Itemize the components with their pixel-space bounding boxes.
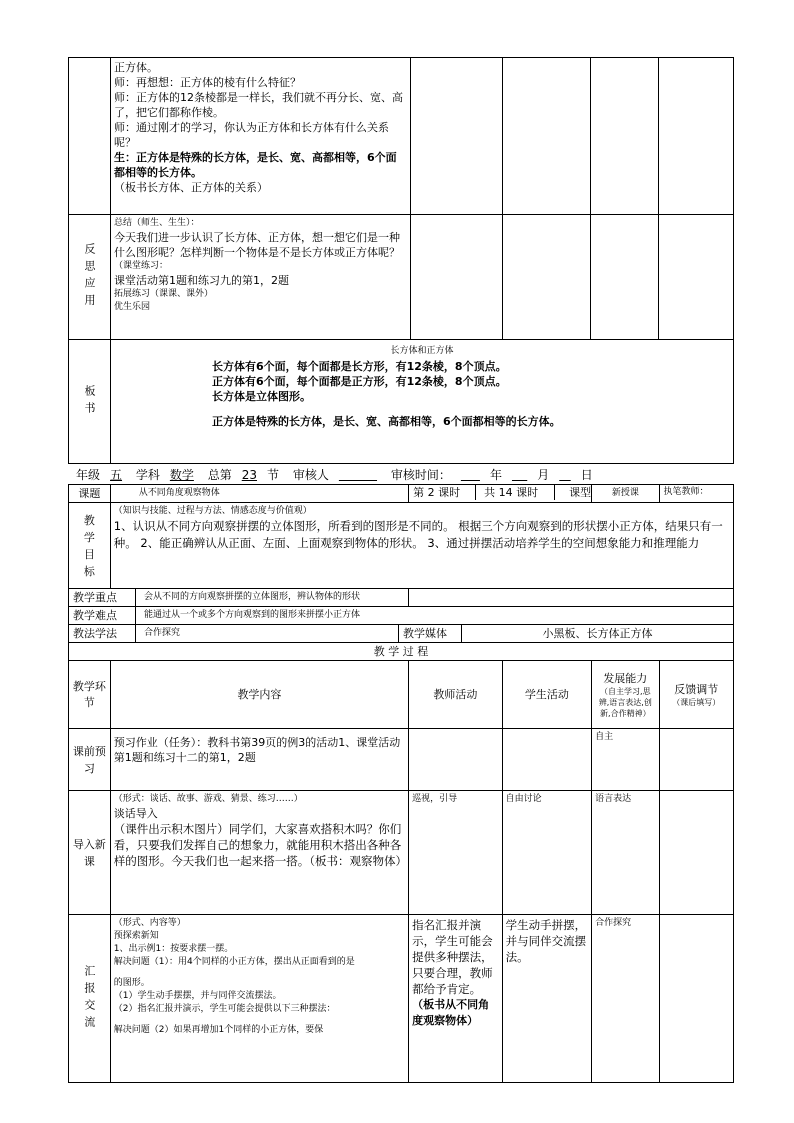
review-time-label: 审核时间： (390, 468, 451, 482)
practice-head: （课堂练习： (113, 261, 168, 271)
report-student: 学生动手拼摆，并与同伴交流摆法。 (502, 915, 591, 1083)
intro-title: 谈话导入 (113, 807, 158, 820)
extension-text: 优生乐园 (113, 302, 150, 312)
board-title: 长方体和正方体 (390, 346, 454, 356)
period-value: 第 2 课时 (409, 485, 476, 500)
type-label: 课型 (554, 485, 591, 500)
report-line: 解决问题（1）：用4个同样的小正方体，摆出从正面看到的是 (113, 957, 355, 967)
prev-line: 师：再想想：正方体的棱有什么特征？ (113, 76, 301, 89)
board-label: 板书 (82, 384, 96, 419)
board-line: 长方体有6个面，每个面都是长方形，有12条棱，8个顶点。 (211, 360, 507, 373)
process-title-row (69, 643, 734, 661)
difficulty-value: 能通过从一个或多个方向观察到的图形来拼摆小正方体 (144, 610, 361, 620)
topic-label: 课题 (69, 485, 111, 503)
board-row (69, 340, 734, 464)
report-line: 解决问题（2）如果再增加1个同样的小正方体，要保 (113, 1025, 324, 1035)
section-label: 节 (267, 468, 280, 482)
goal-label: 教学目标 (83, 513, 95, 578)
lesson-header-line (76, 466, 736, 484)
goal-row (69, 503, 734, 589)
prev-line: 正方体。 (113, 61, 158, 74)
key-label: 教学重点 (69, 589, 136, 606)
col-feedback (659, 661, 733, 729)
year-label: 年 (489, 468, 502, 482)
summary-head: 总结（师生、生生）： (113, 218, 200, 228)
report-stage-cell (69, 915, 111, 1083)
intro-student: 自由讨论 (502, 791, 591, 915)
report-ability: 合作探究 (592, 915, 659, 1083)
type-value: 新授课 (592, 485, 659, 503)
board-conclusion: 正方体是特殊的长方体，是长、宽、高都相等，6个面都相等的长方体。 (211, 415, 561, 428)
reflection-label-cell (69, 215, 111, 340)
media-value: 小黑板、长方体正方体 (542, 627, 653, 640)
reflection-label: 反思应用 (82, 243, 96, 311)
reflection-row (69, 215, 734, 340)
intro-text: （课件出示积木图片）同学们，大家喜欢搭积木吗？你们看，只要我们发挥自己的想象力，就能用积木搭出各种各样的图形。今天我们也一起来搭一搭。（板书：观察物体） (113, 822, 408, 868)
method-value: 合作探究 (144, 628, 181, 638)
board-line: 长方体是立体图形。 (211, 390, 311, 403)
subject-value: 数学 (169, 468, 194, 482)
prev-content-row (69, 58, 734, 215)
intro-teacher: 巡视，引导 (409, 791, 503, 915)
report-stage: 汇报交流 (82, 964, 96, 1033)
subject-label: 学科 (135, 468, 160, 482)
teacher-label: 执笔教师： (659, 485, 733, 503)
col-feedback-label: 反馈调节 (674, 682, 719, 696)
practice-text: 课堂活动第1题和练习九的第1，2题 (113, 274, 289, 287)
col-ability-label: 发展能力 (603, 671, 648, 685)
report-teacher: 指名汇报并演示，学生可能会提供多种摆法，只要合理，教师都给予肯定。 （板书从不同角度观察物体） (409, 915, 503, 1083)
report-line: 预探索新知 (113, 931, 159, 941)
total-label: 总第 (207, 468, 232, 482)
col-feedback-note: （课后填写） (672, 697, 721, 707)
report-teacher-bold: （板书从不同角度观察物体） (412, 998, 490, 1027)
intro-ability: 语言表达 (592, 791, 659, 915)
report-line: 的图形。 (113, 978, 150, 988)
difficulty-label: 教学难点 (69, 607, 136, 624)
grade-value: 五 (110, 468, 123, 482)
topic-row (69, 485, 734, 503)
goal-text: 1、认识从不同方向观察拼摆的立体图形，所看到的图形是不同的。 根据三个方向观察到的形状摆小正方体，结果只有一种。 2、能正确辨认从正面、左面、上面观察到物体的形状。 3、通过拼摆活动培养学生的空间想象能力和推理能力 (113, 519, 723, 550)
prev-stage-cell (69, 58, 111, 215)
report-line: （2）指名汇报并演示，学生可能会提供以下三种摆法： (113, 1004, 336, 1014)
report-row (69, 915, 734, 1083)
goal-head: （知识与技能、过程与方法、情感态度与价值观） (113, 506, 312, 516)
key-value: 会从不同的方向观察拼摆的立体图形，辨认物体的形状 (144, 592, 361, 602)
key-row (69, 589, 734, 607)
lesson-table (68, 484, 734, 1083)
process-title: 教 学 过 程 (69, 643, 734, 661)
goal-content-cell (110, 503, 733, 589)
prev-bold-line: 生：正方体是特殊的长方体，是长、宽、高都相等，6个面都相等的长方体。 (113, 151, 397, 179)
preview-row (69, 729, 734, 791)
report-content (110, 915, 408, 1083)
day-label: 日 (580, 468, 593, 482)
prev-note: （板书长方体、正方体的关系） (113, 181, 268, 194)
col-student: 学生活动 (502, 661, 591, 729)
col-ability (592, 661, 659, 729)
col-teacher: 教师活动 (409, 661, 503, 729)
previous-lesson-table (68, 57, 734, 464)
total-periods-value: 共 14 课时 (484, 486, 539, 499)
reviewer-label: 审核人 (292, 468, 329, 482)
report-line: （形式、内容等） (113, 918, 186, 928)
intro-row (69, 791, 734, 915)
preview-content: 预习作业（任务）：教科书第39页的例3的活动1、课堂活动第1题和练习十二的第1，2题 (110, 729, 408, 791)
col-stage: 教学环节 (69, 661, 111, 729)
total-value: 23 (241, 468, 258, 482)
prev-line: 师：正方体的12条棱都是一样长，我们就不再分长、宽、高了，把它们都称作棱。 (113, 91, 403, 119)
intro-stage: 导入新课 (69, 791, 111, 915)
column-header-row (69, 661, 734, 729)
col-ability-note: （自主学习,思辨,语言表达,创新,合作精神） (598, 686, 652, 718)
intro-content (110, 791, 408, 915)
report-line: （1）学生动手摆摆，并与同伴交流摆法。 (113, 991, 282, 1001)
prev-line: 师：通过刚才的学习，你认为正方体和长方体有什么关系呢？ (113, 121, 389, 149)
difficulty-row (69, 607, 734, 625)
preview-stage: 课前预习 (69, 729, 111, 791)
method-label: 教法学法 (69, 625, 136, 642)
board-line: 正方体有6个面，每个面都是正方形，有12条棱，8个顶点。 (211, 375, 507, 388)
goal-label-cell (69, 503, 111, 589)
report-line: 1、出示例1：按要求摆一摆。 (113, 944, 234, 954)
intro-form: （形式：谈话、故事、游戏、猜景、练习……） (113, 794, 303, 804)
topic-value: 从不同角度观察物体 (110, 485, 408, 503)
extension-head: 拓展练习（课课、课外） (113, 289, 213, 299)
preview-ability: 自主 (592, 729, 659, 791)
grade-label: 年级 (76, 468, 101, 482)
prev-content-cell (110, 58, 411, 215)
board-content-cell (110, 340, 733, 464)
summary-text: 今天我们进一步认识了长方体、正方体，想一想它们是一种什么图形呢？怎样判断一个物体是不是长方体或正方体呢？ (113, 231, 400, 259)
reflection-content-cell (110, 215, 411, 340)
col-content: 教学内容 (110, 661, 408, 729)
media-label: 教学媒体 (398, 625, 462, 642)
month-label: 月 (537, 468, 550, 482)
method-row (69, 625, 734, 643)
board-label-cell (69, 340, 111, 464)
